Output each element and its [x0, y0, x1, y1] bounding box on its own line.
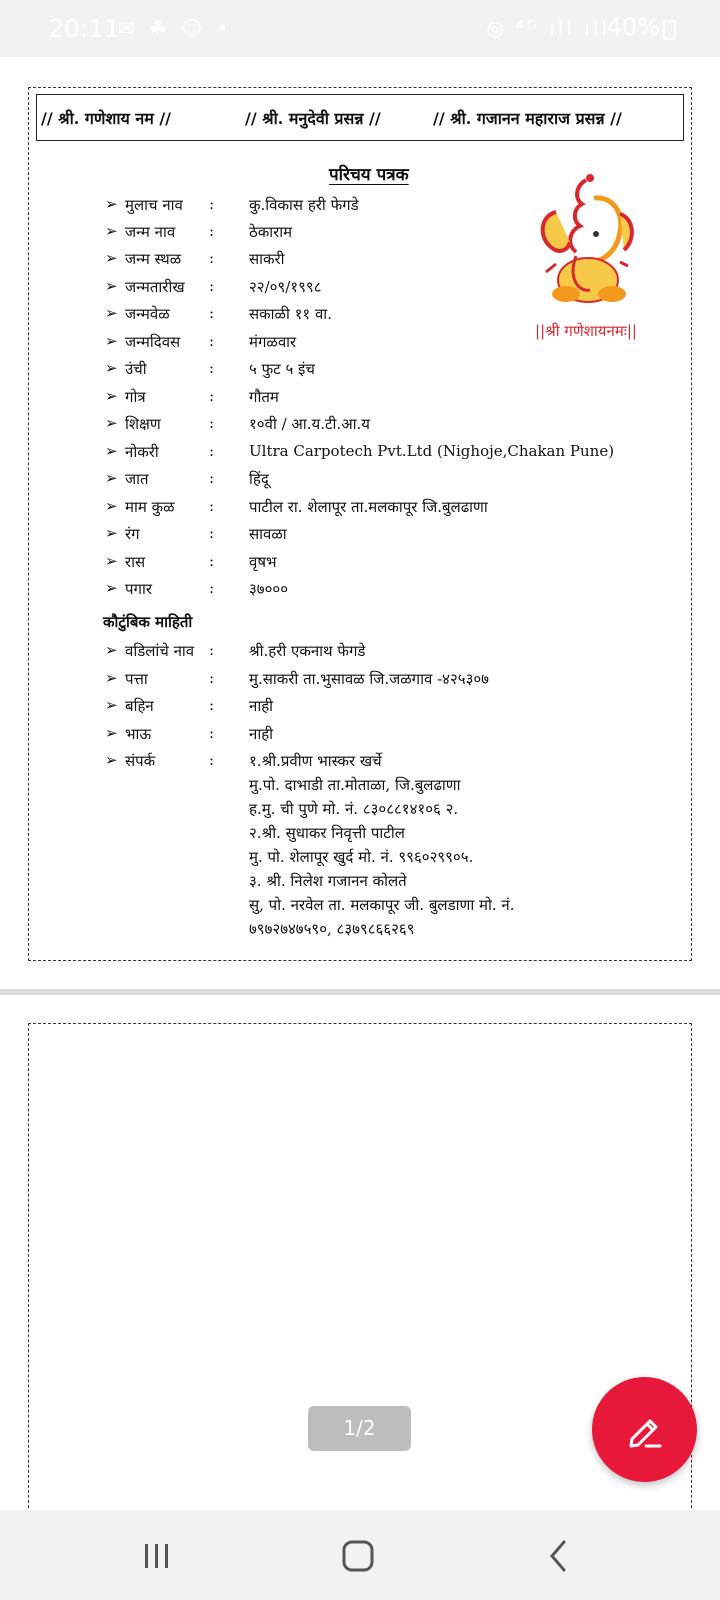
colon: :: [209, 442, 215, 460]
bullet-arrow-icon: ➢: [105, 469, 118, 487]
family-label: भाऊ: [125, 725, 152, 743]
bullet-arrow-icon: ➢: [105, 277, 118, 295]
family-label: संपर्क: [125, 752, 156, 770]
detail-value: मंगळवार: [249, 333, 297, 351]
detail-label: जन्म नाव: [125, 223, 176, 241]
family-label: बहिन: [125, 697, 154, 715]
bullet-arrow-icon: ➢: [105, 524, 118, 542]
detail-value: साकरी: [249, 250, 285, 268]
bullet-arrow-icon: ➢: [105, 222, 118, 240]
status-time: 20:11: [48, 14, 121, 43]
ganesha-emblem: [516, 168, 656, 353]
signal-icons: ◎ ⁴ᴳ ıll ıll: [486, 16, 610, 40]
bullet-arrow-icon: ➢: [105, 669, 118, 687]
colon: :: [209, 552, 215, 570]
battery-level: 40%: [606, 13, 660, 41]
detail-label: जन्म स्थळ: [125, 250, 182, 268]
bullet-arrow-icon: ➢: [105, 387, 118, 405]
page-indicator: 1/2: [308, 1406, 411, 1451]
battery-icon: [663, 20, 676, 40]
family-value: श्री.हरी एकनाथ फेगडे: [249, 642, 366, 660]
detail-label: उंची: [125, 360, 147, 378]
family-label: वडिलांचे नाव: [125, 642, 195, 660]
contact-line: ह.मु. ची पुणे मो. नं. ८३०८८१४१०६ २.: [249, 800, 459, 818]
colon: :: [209, 387, 215, 405]
home-icon[interactable]: [338, 1538, 378, 1574]
colon: :: [209, 332, 215, 350]
family-value: नाही: [249, 725, 274, 743]
document-title: परिचय पत्रक: [329, 165, 409, 185]
detail-value: १०वी / आ.य.टी.आ.य: [249, 415, 370, 433]
detail-label: रास: [125, 553, 146, 571]
detail-value: पाटील रा. शेलापूर ता.मलकापूर जि.बुलढाणा: [249, 498, 488, 516]
colon: :: [209, 669, 215, 687]
colon: :: [209, 724, 215, 742]
bullet-arrow-icon: ➢: [105, 641, 118, 659]
detail-label: मुलाच नाव: [125, 196, 183, 214]
family-section-title: कौटुंबिक माहिती: [103, 613, 193, 631]
colon: :: [209, 359, 215, 377]
recent-apps-icon[interactable]: [137, 1538, 177, 1574]
notification-icons: ✉ ☘ ☺ •: [118, 16, 233, 40]
document-page-1: [0, 57, 720, 989]
detail-value: हिंदू: [249, 470, 269, 488]
colon: :: [209, 469, 215, 487]
colon: :: [209, 751, 215, 769]
family-label: पत्ता: [125, 670, 148, 688]
back-icon[interactable]: [540, 1538, 580, 1574]
detail-value: सकाळी ११ वा.: [249, 305, 332, 323]
detail-label: गोत्र: [125, 388, 146, 406]
detail-label: जन्मतारीख: [125, 278, 185, 296]
contact-line: २.श्री. सुधाकर निवृत्ती पाटील: [249, 824, 405, 842]
colon: :: [209, 696, 215, 714]
blessing-header: [36, 94, 684, 141]
bullet-arrow-icon: ➢: [105, 696, 118, 714]
bullet-arrow-icon: ➢: [105, 442, 118, 460]
header-right: // श्री. गजानन महाराज प्रसन्न //: [433, 109, 622, 128]
contact-line: सु, पो. नरवेल ता. मलकापूर जी. बुलडाणा मो. नं.: [249, 896, 515, 914]
bullet-arrow-icon: ➢: [105, 249, 118, 267]
contact-line: ७९७२७४७५९०, ८३७९८६६२६९: [249, 920, 415, 938]
contact-line: ३. श्री. निलेश गजानन कोलते: [249, 872, 407, 890]
detail-label: जन्मदिवस: [125, 333, 181, 351]
colon: :: [209, 641, 215, 659]
colon: :: [209, 249, 215, 267]
bullet-arrow-icon: ➢: [105, 552, 118, 570]
detail-value: २२/०९/१९९८: [249, 278, 322, 296]
detail-value: ३७०००: [249, 580, 289, 598]
family-value: मु.साकरी ता.भुसावळ जि.जळगाव -४२५३०७: [249, 670, 489, 688]
bullet-arrow-icon: ➢: [105, 304, 118, 322]
detail-value: वृषभ: [249, 553, 277, 571]
detail-label: पगार: [125, 580, 152, 598]
bullet-arrow-icon: ➢: [105, 332, 118, 350]
colon: :: [209, 277, 215, 295]
detail-value: कु.विकास हरी फेगडे: [249, 196, 359, 214]
colon: :: [209, 304, 215, 322]
detail-label: जात: [125, 470, 149, 488]
colon: :: [209, 195, 215, 213]
colon: :: [209, 524, 215, 542]
system-nav-bar: [0, 1510, 720, 1600]
header-left: // श्री. गणेशाय नम //: [41, 109, 172, 128]
detail-label: जन्मवेळ: [125, 305, 170, 323]
detail-value: ५ फुट ५ इंच: [249, 360, 315, 378]
bullet-arrow-icon: ➢: [105, 195, 118, 213]
detail-label: रंग: [125, 525, 140, 543]
detail-value: ठेकाराम: [249, 223, 293, 241]
contact-line: मु. पो. शेलापूर खुर्द मो. नं. ९९६०२९९०५.: [249, 848, 474, 866]
pencil-icon: [626, 1411, 664, 1449]
edit-button[interactable]: [592, 1377, 697, 1482]
bullet-arrow-icon: ➢: [105, 359, 118, 377]
page-border: [28, 87, 692, 961]
bullet-arrow-icon: ➢: [105, 751, 118, 769]
bullet-arrow-icon: ➢: [105, 724, 118, 742]
colon: :: [209, 414, 215, 432]
detail-label: नोकरी: [125, 443, 159, 461]
colon: :: [209, 497, 215, 515]
bullet-arrow-icon: ➢: [105, 497, 118, 515]
family-value: १.श्री.प्रवीण भास्कर खर्चे: [249, 752, 382, 770]
bullet-arrow-icon: ➢: [105, 414, 118, 432]
detail-label: शिक्षण: [125, 415, 161, 433]
detail-value: गौतम: [249, 388, 279, 406]
status-bar: [0, 0, 720, 57]
colon: :: [209, 579, 215, 597]
detail-label: माम कुळ: [125, 498, 175, 516]
colon: :: [209, 222, 215, 240]
detail-value: Ultra Carpotech Pvt.Ltd (Nighoje,Chakan Pune): [249, 442, 615, 460]
header-center: // श्री. मनुदेवी प्रसन्न //: [245, 109, 381, 128]
emblem-caption: ||श्री गणेशायनमः||: [535, 322, 637, 340]
contact-line: मु.पो. दाभाडी ता.मोताळा, जि.बुलढाणा: [249, 776, 461, 794]
family-value: नाही: [249, 697, 274, 715]
detail-value: सावळा: [249, 525, 287, 543]
bullet-arrow-icon: ➢: [105, 579, 118, 597]
